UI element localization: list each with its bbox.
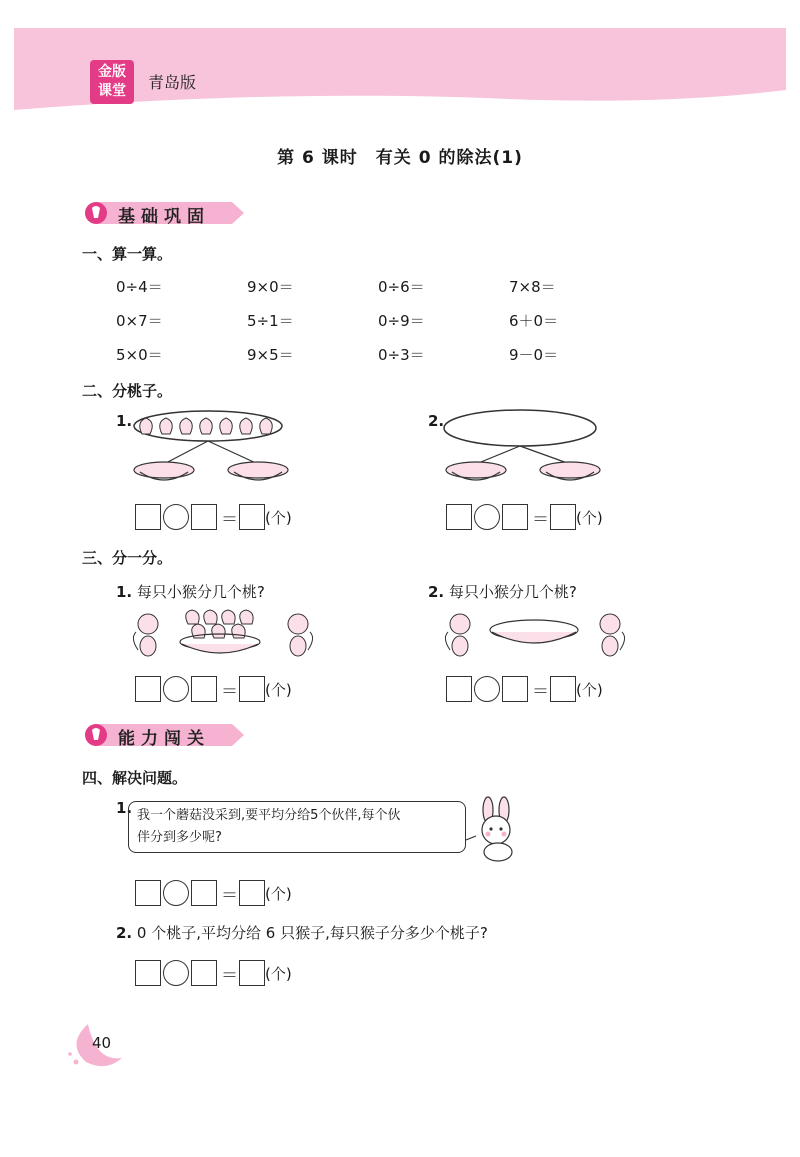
q3-heading: 三、分一分。 — [82, 549, 173, 567]
section-tag-basic — [82, 200, 246, 226]
section-ability-label: 能力闯关 — [118, 729, 210, 749]
answer-box[interactable] — [239, 676, 265, 702]
operator-circle[interactable] — [163, 676, 189, 702]
answer-box[interactable] — [191, 880, 217, 906]
equation-q3-1 — [135, 676, 305, 702]
answer-box[interactable] — [135, 880, 161, 906]
page-number: 40 — [92, 1034, 112, 1052]
q4-heading: 四、解决问题。 — [82, 769, 188, 787]
operator-circle[interactable] — [474, 676, 500, 702]
bubble-line1: 我一个蘑菇没采到,要平均分给5个伙伴,每个伙 — [137, 808, 401, 823]
calc-r1-c2: 0÷9＝ — [378, 312, 425, 330]
rabbit-illustration — [466, 796, 526, 864]
equals-sign: ＝ — [221, 510, 238, 530]
calc-r0-c0: 0÷4＝ — [116, 278, 163, 296]
equation-q3-2 — [446, 676, 616, 702]
q4-item1-num: 1. — [116, 799, 133, 817]
equals-sign: ＝ — [532, 510, 549, 530]
answer-box[interactable] — [135, 504, 161, 530]
equation-q4-2 — [135, 960, 305, 986]
equals-sign: ＝ — [221, 966, 238, 986]
edition-label: 青岛版 — [148, 73, 197, 92]
answer-box[interactable] — [239, 504, 265, 530]
operator-circle[interactable] — [163, 960, 189, 986]
answer-box[interactable] — [502, 504, 528, 530]
brand-logo — [90, 60, 134, 104]
calc-r2-c1: 9×5＝ — [247, 346, 294, 364]
calc-r0-c3: 7×8＝ — [509, 278, 556, 296]
monkeys-empty-bowl-illustration — [442, 608, 628, 662]
logo-line1: 金版 — [98, 64, 126, 80]
logo-line2: 课堂 — [98, 83, 126, 99]
answer-box[interactable] — [550, 676, 576, 702]
equals-sign: ＝ — [532, 682, 549, 702]
operator-circle[interactable] — [163, 880, 189, 906]
answer-box[interactable] — [191, 504, 217, 530]
equation-q2-2 — [446, 504, 616, 530]
section-tag-ability — [82, 722, 246, 748]
answer-box[interactable] — [550, 504, 576, 530]
unit-label: (个) — [576, 509, 603, 527]
answer-box[interactable] — [191, 960, 217, 986]
answer-box[interactable] — [239, 960, 265, 986]
operator-circle[interactable] — [163, 504, 189, 530]
answer-box[interactable] — [135, 960, 161, 986]
equals-sign: ＝ — [221, 886, 238, 906]
calc-r1-c0: 0×7＝ — [116, 312, 163, 330]
unit-label: (个) — [265, 509, 292, 527]
bubble-line2: 伴分到多少呢? — [137, 830, 222, 845]
unit-label: (个) — [265, 885, 292, 903]
monkeys-peaches-illustration — [130, 608, 316, 662]
calc-r2-c3: 9－0＝ — [509, 346, 559, 364]
q2-item1-num: 1. — [116, 412, 133, 430]
q3-item2: 2. 每只小猴分几个桃? — [428, 583, 577, 601]
unit-label: (个) — [576, 681, 603, 699]
calc-r2-c0: 5×0＝ — [116, 346, 163, 364]
calc-r1-c3: 6＋0＝ — [509, 312, 559, 330]
calc-r0-c2: 0÷6＝ — [378, 278, 425, 296]
q4-item2: 2. 0 个桃子,平均分给 6 只猴子,每只猴子分多少个桃子? — [116, 924, 488, 942]
equals-sign: ＝ — [221, 682, 238, 702]
answer-box[interactable] — [446, 676, 472, 702]
answer-box[interactable] — [239, 880, 265, 906]
peach-plates-illustration-1 — [130, 408, 290, 492]
answer-box[interactable] — [191, 676, 217, 702]
page-title: 第 6 课时 有关 0 的除法(1) — [277, 148, 523, 168]
equation-q4-1 — [135, 880, 305, 906]
calc-r0-c1: 9×0＝ — [247, 278, 294, 296]
answer-box[interactable] — [135, 676, 161, 702]
q1-heading: 一、算一算。 — [82, 245, 173, 263]
operator-circle[interactable] — [474, 504, 500, 530]
section-basic-label: 基础巩固 — [118, 207, 210, 227]
empty-plates-illustration-2 — [442, 408, 602, 492]
calc-r2-c2: 0÷3＝ — [378, 346, 425, 364]
answer-box[interactable] — [446, 504, 472, 530]
q2-item2-num: 2. — [428, 412, 445, 430]
speech-bubble — [128, 801, 466, 853]
equation-q2-1 — [135, 504, 305, 530]
unit-label: (个) — [265, 681, 292, 699]
q2-heading: 二、分桃子。 — [82, 382, 173, 400]
unit-label: (个) — [265, 965, 292, 983]
answer-box[interactable] — [502, 676, 528, 702]
q3-item1: 1. 每只小猴分几个桃? — [116, 583, 265, 601]
calc-r1-c1: 5÷1＝ — [247, 312, 294, 330]
